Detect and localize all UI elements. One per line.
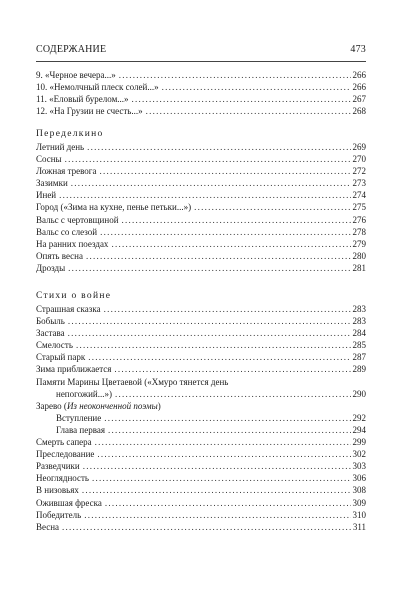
toc-entry[interactable]: [36, 436, 366, 448]
toc-entry-page: 278: [352, 226, 366, 237]
toc-entry-page: 281: [352, 262, 366, 273]
toc-entry-title: Страшная сказка: [36, 304, 101, 314]
toc-entry[interactable]: [36, 484, 366, 496]
toc-entry-title: Смелость: [36, 340, 73, 351]
toc-entry[interactable]: [36, 69, 366, 81]
toc-entry[interactable]: [36, 448, 366, 460]
toc-leader-dots: [97, 448, 350, 460]
toc-entry-multiline[interactable]: [36, 376, 366, 400]
toc-entry-page: 302: [352, 449, 366, 460]
toc-entry[interactable]: [36, 93, 366, 105]
toc-entry-page: 273: [352, 178, 366, 189]
toc-entry-title: Зима приближается: [36, 364, 112, 375]
toc-entry-title: Зазимки: [36, 178, 68, 189]
toc-entry[interactable]: [36, 497, 366, 509]
toc-leader-dots: [132, 93, 351, 105]
toc-entry-page: 299: [352, 437, 366, 448]
toc-entry-title: Сосны: [36, 154, 62, 165]
toc-entry[interactable]: [36, 81, 366, 93]
toc-top-entries: [36, 69, 366, 117]
toc-leader-dots: [86, 250, 351, 262]
toc-entry-title: Вальс со слезой: [36, 226, 98, 237]
zarevo-suffix: ): [157, 400, 161, 411]
toc-leader-dots: [59, 189, 350, 201]
toc-section-war: [36, 289, 366, 533]
toc-entry-title: Дрозды: [36, 262, 66, 273]
toc-entry[interactable]: [36, 339, 366, 351]
header-rule: [36, 61, 366, 62]
toc-entry-zarevo[interactable]: [36, 400, 366, 412]
toc-entry[interactable]: [36, 177, 366, 189]
toc-leader-dots: [104, 303, 351, 315]
toc-entry-title: Старый парк: [36, 352, 86, 363]
toc-entry[interactable]: [36, 460, 366, 472]
toc-entry-page: 280: [352, 250, 366, 261]
toc-entry-title: Весна: [36, 521, 60, 532]
section-heading: Стихи о войне: [36, 291, 112, 301]
toc-entry-page: 268: [352, 106, 366, 117]
toc-entry-line2: [36, 388, 366, 400]
running-head-title: СОДЕРЖАНИЕ: [36, 44, 107, 55]
toc-subentry[interactable]: [36, 424, 366, 436]
toc-entry-page: 290: [352, 388, 366, 399]
toc-section-peredelkino: [36, 127, 366, 274]
toc-entry-page: 292: [352, 412, 366, 423]
toc-leader-dots: [62, 521, 351, 533]
toc-leader-dots: [95, 436, 351, 448]
toc-entry-title: На ранних поездах: [36, 238, 109, 249]
toc-leader-dots: [71, 177, 351, 189]
toc-entry-page: 272: [352, 166, 366, 177]
toc-entry-page: 267: [352, 94, 366, 105]
toc-entry[interactable]: [36, 153, 366, 165]
toc-entry-page: 310: [352, 509, 366, 520]
toc-entry-page: 270: [352, 154, 366, 165]
toc-entry-page: 303: [352, 461, 366, 472]
toc-leader-dots: [87, 141, 350, 153]
toc-entry-title: Застава: [36, 328, 65, 339]
toc-entry-title: Неоглядность: [36, 473, 90, 484]
toc-entry-title-line2: непогожий...»): [56, 388, 112, 399]
toc-entry-page: 284: [352, 328, 366, 339]
toc-entry-title: 9. «Черное вечера...»: [36, 70, 116, 80]
toc-entry-page: 306: [352, 473, 366, 484]
toc-entry-page: 274: [352, 190, 366, 201]
toc-leader-dots: [108, 424, 351, 436]
section-heading: Переделкино: [36, 129, 104, 139]
toc-leader-dots: [68, 315, 351, 327]
toc-leader-dots: [88, 351, 350, 363]
toc-leader-dots: [82, 484, 351, 496]
toc-leader-dots: [194, 201, 350, 213]
toc-leader-dots: [114, 363, 350, 375]
toc-leader-dots: [83, 460, 351, 472]
toc-entry-page: 283: [352, 304, 366, 314]
toc-leader-dots: [92, 472, 350, 484]
toc-entry-title: Разведчики: [36, 461, 80, 472]
toc-entry[interactable]: [36, 141, 366, 153]
toc-entry-title: Вальс с чертовщиной: [36, 214, 119, 225]
toc-entry-title: Ложная тревога: [36, 166, 97, 177]
toc-entry[interactable]: [36, 214, 366, 226]
toc-leader-dots: [76, 339, 351, 351]
toc-entry[interactable]: [36, 105, 366, 117]
toc-entry-title: Ожившая фреска: [36, 497, 102, 508]
running-head-page-number: 473: [350, 44, 366, 55]
toc-entry-page: 309: [352, 497, 366, 508]
toc-entry-page: 266: [352, 70, 366, 80]
toc-subentry[interactable]: [36, 412, 366, 424]
toc-entry-title: Опять весна: [36, 250, 83, 261]
toc-leader-dots: [65, 153, 351, 165]
toc-entry[interactable]: [36, 238, 366, 250]
toc-entry-page: 308: [352, 485, 366, 496]
zarevo-subtitle: Из неоконченной поэмы: [66, 400, 158, 411]
toc-entry-page: 287: [352, 352, 366, 363]
toc-entry[interactable]: [36, 201, 366, 213]
toc-leader-dots: [100, 226, 350, 238]
toc-entry-title: Вступление: [56, 412, 102, 423]
toc-entry-title-line1: Памяти Марины Цветаевой («Хмуро тянется день: [36, 376, 229, 387]
toc-entry-page: 285: [352, 340, 366, 351]
toc-entry[interactable]: [36, 327, 366, 339]
toc-leader-dots: [68, 327, 351, 339]
toc-entry-title: Смерть сапера: [36, 437, 92, 448]
toc-entry[interactable]: [36, 315, 366, 327]
toc-entry[interactable]: [36, 472, 366, 484]
toc-entry[interactable]: [36, 165, 366, 177]
toc-entry-title: Летний день: [36, 142, 85, 152]
toc-entry-title: Город («Зима на кухне, пенье петьки...»): [36, 202, 192, 213]
zarevo-prefix: Зарево (: [36, 400, 67, 411]
toc-entry[interactable]: [36, 303, 366, 315]
toc-leader-dots: [68, 262, 350, 274]
toc-leader-dots: [122, 214, 351, 226]
toc-entry-title: Глава первая: [56, 424, 105, 435]
toc-entry[interactable]: [36, 262, 366, 274]
toc-leader-dots: [146, 105, 351, 117]
toc-entry-page: 275: [352, 202, 366, 213]
toc-entry-page: 311: [352, 521, 366, 532]
toc-entry-title: Преследование: [36, 449, 95, 460]
toc-leader-dots: [105, 497, 351, 509]
toc-leader-dots: [115, 388, 351, 400]
toc-entry-page: 279: [352, 238, 366, 249]
toc-leader-dots: [162, 81, 351, 93]
toc-leader-dots: [84, 509, 350, 521]
toc-entry-title: В низовьях: [36, 485, 79, 496]
toc-entry[interactable]: [36, 226, 366, 238]
toc-entry[interactable]: [36, 189, 366, 201]
toc-entry-page: 276: [352, 214, 366, 225]
toc-entry-page: 283: [352, 316, 366, 327]
toc-entry-title: Бобыль: [36, 316, 65, 327]
toc-leader-dots: [119, 69, 351, 81]
toc-leader-dots: [111, 238, 350, 250]
toc-entry-page: 289: [352, 364, 366, 375]
toc-entry-page: 269: [352, 142, 366, 152]
toc-entry-title: Победитель: [36, 509, 82, 520]
toc-entry[interactable]: [36, 250, 366, 262]
toc-entry[interactable]: [36, 509, 366, 521]
running-head: [36, 44, 366, 55]
toc-leader-dots: [104, 412, 350, 424]
toc-entry[interactable]: [36, 363, 366, 375]
toc-entry-title: 12. «На Грузии не счесть...»: [36, 106, 143, 117]
toc-entry-title: 10. «Немолчный плеск солей...»: [36, 82, 159, 93]
toc-entry-page: 266: [352, 82, 366, 93]
toc-entry[interactable]: [36, 351, 366, 363]
toc-leader-dots: [100, 165, 351, 177]
toc-entry[interactable]: [36, 521, 366, 533]
toc-entry-title: Иней: [36, 190, 57, 201]
toc-entry-title: 11. «Еловый бурелом...»: [36, 94, 129, 105]
toc-entry-page: 294: [352, 424, 366, 435]
